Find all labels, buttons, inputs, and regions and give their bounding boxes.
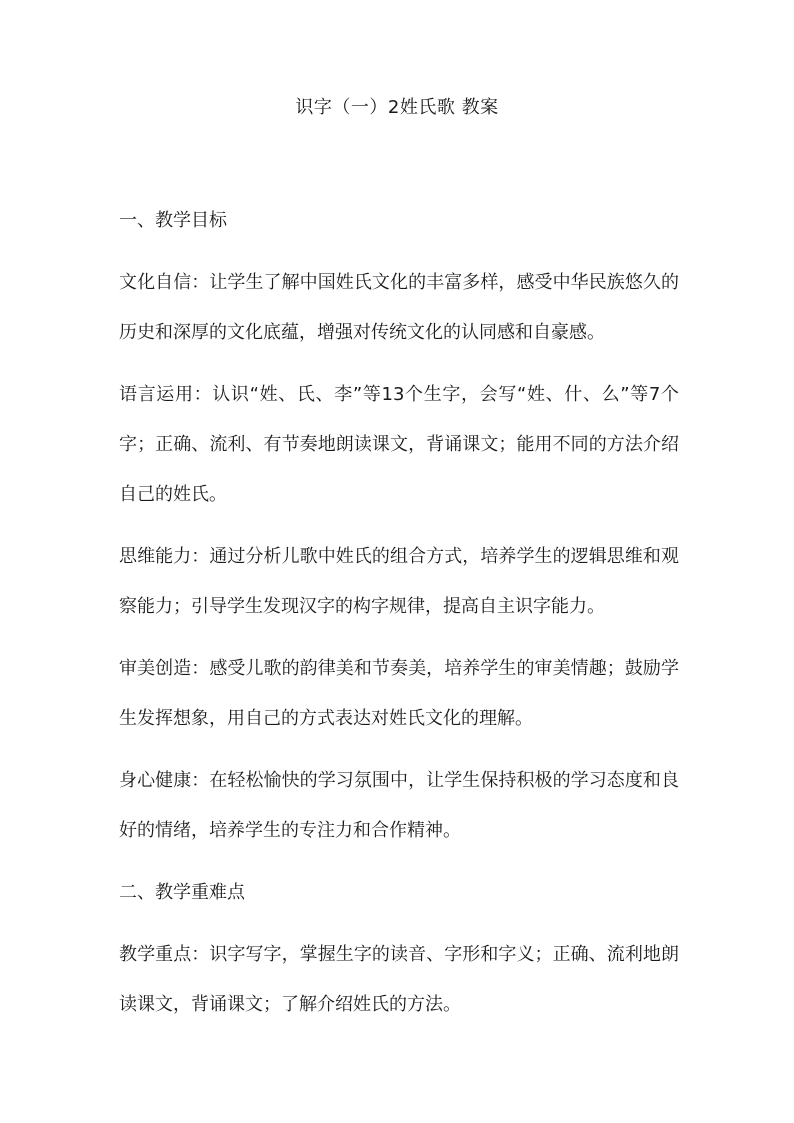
paragraph-language-use: 语言运用：认识“姓、氏、李”等13个生字，会写“姓、什、么”等7个字；正确、流利、有节奏地朗读课文，背诵课文；能用不同的方法介绍自己的姓氏。	[119, 384, 679, 505]
section-heading-objectives: 一、教学目标	[119, 210, 227, 231]
document-body	[119, 196, 679, 1042]
paragraph-cultural-confidence: 文化自信：让学生了解中国姓氏文化的丰富多样，感受中华民族悠久的历史和深厚的文化底蕴，增强对传统文化的认同感和自豪感。	[119, 272, 679, 343]
paragraph-aesthetic-creation: 审美创造：感受儿歌的韵律美和节奏美，培养学生的审美情趣；鼓励学生发挥想象，用自己的方式表达对姓氏文化的理解。	[119, 658, 679, 729]
document-title: 识字（一）2姓氏歌 教案	[295, 97, 499, 118]
paragraph-physical-mental-health: 身心健康：在轻松愉快的学习氛围中，让学生保持积极的学习态度和良好的情绪，培养学生的专注力和合作精神。	[119, 770, 679, 841]
paragraph-thinking-ability: 思维能力：通过分析儿歌中姓氏的组合方式，培养学生的逻辑思维和观察能力；引导学生发现汉字的构字规律，提高自主识字能力。	[119, 546, 679, 617]
section-heading-key-points: 二、教学重难点	[119, 882, 245, 903]
paragraph-teaching-focus: 教学重点：识字写字，掌握生字的读音、字形和字义；正确、流利地朗读课文，背诵课文；了解介绍姓氏的方法。	[119, 944, 679, 1015]
